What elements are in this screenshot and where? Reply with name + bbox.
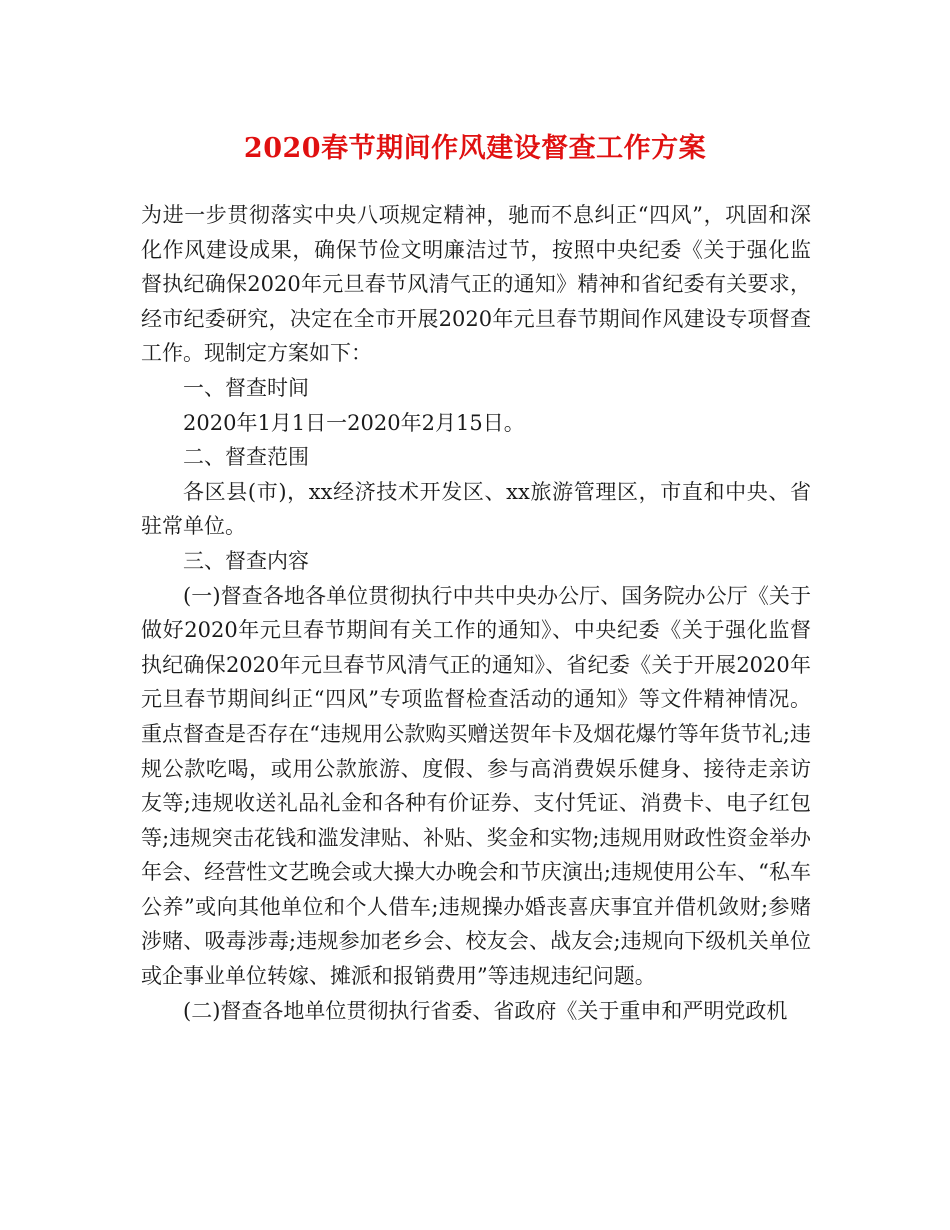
document-body (141, 198, 811, 1028)
intro-paragraph: 为进一步贯彻落实中央八项规定精神，驰而不息纠正“四风”，巩固和深化作风建设成果，确保节俭文明廉洁过节，按照中央纪委《关于强化监督执纪确保2020年元旦春节风清气正的通知》精神和省纪委有关要求，经市纪委研究，决定在全市开展2020年元旦春节期间作风建设专项督查工作。现制定方案如下： (141, 203, 811, 366)
document-title: 2020春节期间作风建设督查工作方案 (243, 133, 707, 164)
scope-paragraph: 各区县(市)，xx经济技术开发区、xx旅游管理区，市直和中央、省驻常单位。 (141, 479, 811, 539)
section-heading-time: 一、督查时间 (183, 375, 309, 400)
time-paragraph: 2020年1月1日一2020年2月15日。 (183, 410, 525, 435)
section-heading-scope: 二、督查范围 (183, 445, 309, 470)
section-heading-content: 三、督查内容 (183, 548, 309, 573)
content-paragraph-2: (二)督查各地单位贯彻执行省委、省政府《关于重申和严明党政机 (183, 998, 788, 1023)
content-paragraph-1: (一)督查各地各单位贯彻执行中共中央办公厅、国务院办公厅《关于做好2020年元旦春节期间有关工作的通知》、中央纪委《关于强化监督执纪确保2020年元旦春节风清气正的通知》、省纪委《关于开展2020年元旦春节期间纠正“四风”专项监督检查活动的通知》等文件精神情况。重点督查是否存在“违规用公款购买赠送贺年卡及烟花爆竹等年货节礼;违规公款吃喝，或用公款旅游、度假、参与高消费娱乐健身、接待走亲访友等;违规收送礼品礼金和各种有价证券、支付凭证、消费卡、电子红包等;违规突击花钱和滥发津贴、补贴、奖金和实物;违规用财政性资金举办年会、经营性文艺晚会或大操大办晚会和节庆演出;违规使用公车、“私车公养”或向其他单位和个人借车;违规操办婚丧喜庆事宜并借机敛财;参赌涉赌、吸毒涉毒;违规参加老乡会、校友会、战友会;违规向下级机关单位或企事业单位转嫁、摊派和报销费用”等违规违纪问题。 (141, 583, 811, 989)
